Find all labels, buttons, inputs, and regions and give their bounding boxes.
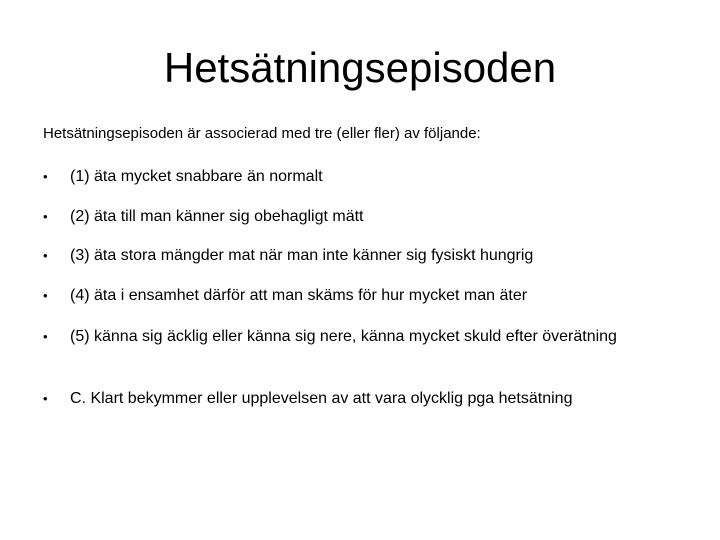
bullet-text: (2) äta till man känner sig obehagligt mätt [70,208,364,225]
bullet-marker: • [43,288,48,303]
bullet-text: (5) känna sig äcklig eller känna sig nere, känna mycket skuld efter överätning [70,328,617,345]
bullet-text: C. Klart bekymmer eller upplevelsen av att vara olycklig pga hetsätning [70,390,573,407]
bullet-marker: • [43,391,48,406]
slide-title: Hetsätningsepisoden [163,44,557,91]
intro-text: Hetsätningsepisoden är associerad med tre (eller fler) av följande: [43,125,481,142]
bullet-marker: • [43,169,48,184]
bullet-text: (4) äta i ensamhet därför att man skäms för hur mycket man äter [70,287,528,304]
bullet-text: (1) äta mycket snabbare än normalt [70,168,323,185]
bullet-marker: • [43,209,48,224]
bullet-text: (3) äta stora mängder mat när man inte känner sig fysiskt hungrig [70,247,534,264]
bullet-marker: • [43,329,48,344]
bullet-marker: • [43,248,48,263]
